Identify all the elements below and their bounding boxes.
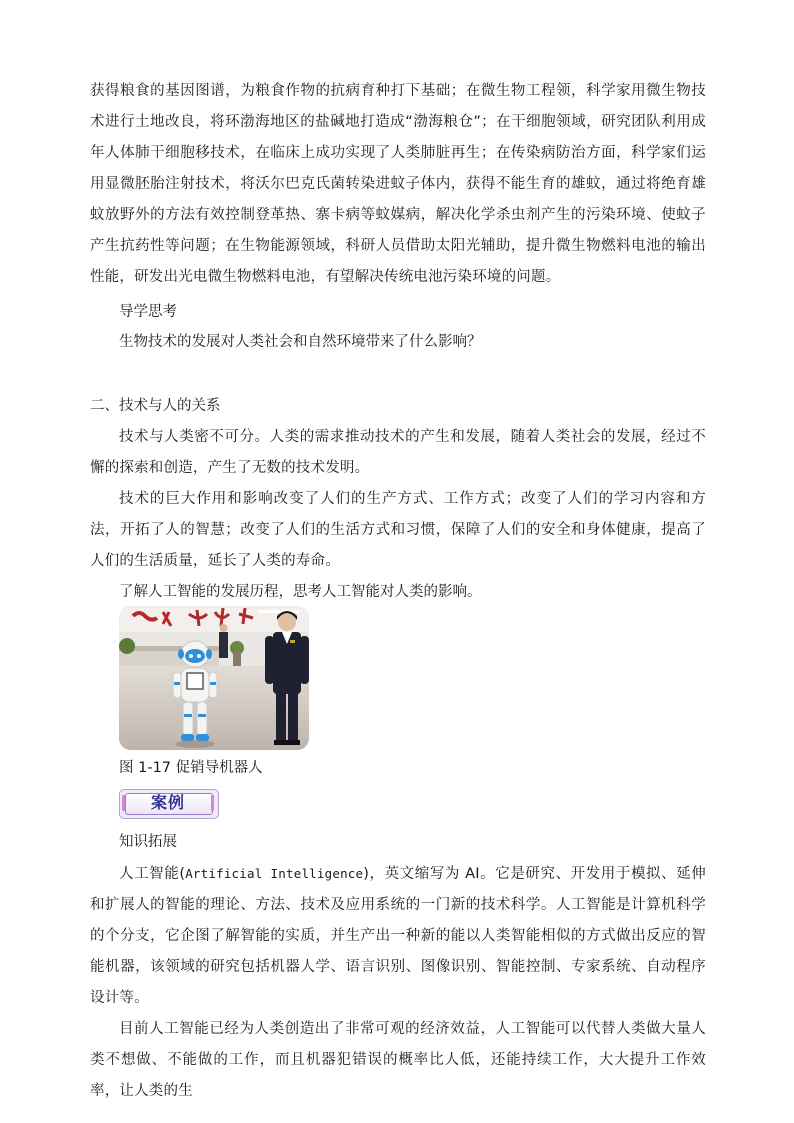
paragraph-ai-benefits: 目前人工智能已经为人类创造出了非常可观的经济效益，人工智能可以代替人类做大量人类不想做、不能做的工作，而且机器犯错误的概率比人低，还能持续工作，大大提升工作效率，让人类的生 [90, 1021, 706, 1099]
ai-english-term: Artificial Intelligence [185, 866, 364, 881]
ai-intro: 了解人工智能的发展历程，思考人工智能对人类的影响。 [119, 584, 482, 600]
paragraph-tech-impact: 技术的巨大作用和影响改变了人们的生产方式、工作方式；改变了人们的学习内容和方法，开拓了人的智慧；改变了人们的生活方式和习惯，保障了人们的安全和身体健康，提高了人们的生活质量，延长了人类的寿命。 [90, 491, 706, 569]
section-heading: 二、技术与人的关系 [90, 398, 221, 414]
guide-heading: 导学思考 [119, 304, 177, 320]
body-text-block-section2 [90, 422, 706, 577]
knowledge-heading: 知识拓展 [119, 834, 177, 850]
paragraph-genetics: 获得粮食的基因图谱，为粮食作物的抗病育种打下基础；在微生物工程领，科学家用微生物技术进行土地改良，将环渤海地区的盐碱地打造成“渤海粮仓”；在干细胞领域，研究团队利用成年人体肺干细胞移技术，在临床上成功实现了人类肺脏再生；在传染病防治方面，科学家们运用显微胚胎注射技术，将沃尔巴克氏菌转染进蚊子体内，获得不能生育的雄蚊，通过将绝育雄蚊放野外的方法有效控制登革热、寨卡病等蚊媒病，解决化学杀虫剂产生的污染环境、使蚊子产生抗药性等问题；在生物能源领域，科研人员借助太阳光辅助，提升微生物燃料电池的输出性能，研发出光电微生物燃料电池，有望解决传统电池污染环境的问题。 [90, 83, 706, 285]
figure-caption: 图 1-17 促销导机器人 [119, 760, 263, 776]
paragraph-tech-human: 技术与人类密不可分。人类的需求推动技术的产生和发展，随着人类社会的发展，经过不懈的探索和创造，产生了无数的技术发明。 [90, 429, 706, 476]
case-badge [119, 789, 219, 819]
case-badge-label: 案例 [150, 793, 185, 812]
robot-photo [119, 606, 309, 750]
guide-question: 生物技术的发展对人类社会和自然环境带来了什么影响？ [119, 334, 482, 350]
body-text-block-knowledge [90, 858, 706, 1107]
paragraph-ai-definition: 人工智能(Artificial Intelligence)，英文缩写为 AI。它是研究、开发用于模拟、延伸和扩展人的智能的理论、方法、技术及应用系统的一门新的技术科学。人工智能是计算机科学的个分支，它企图了解智能的实质，并生产出一种新的能以人类智能相似的方式做出反应的智能机器，该领域的研究包括机器人学、语言识别、图像识别、智能控制、专家系统、自动程序设计等。 [90, 866, 706, 1006]
robot-photo-illustration [119, 606, 309, 750]
body-text-block-top [90, 76, 706, 293]
